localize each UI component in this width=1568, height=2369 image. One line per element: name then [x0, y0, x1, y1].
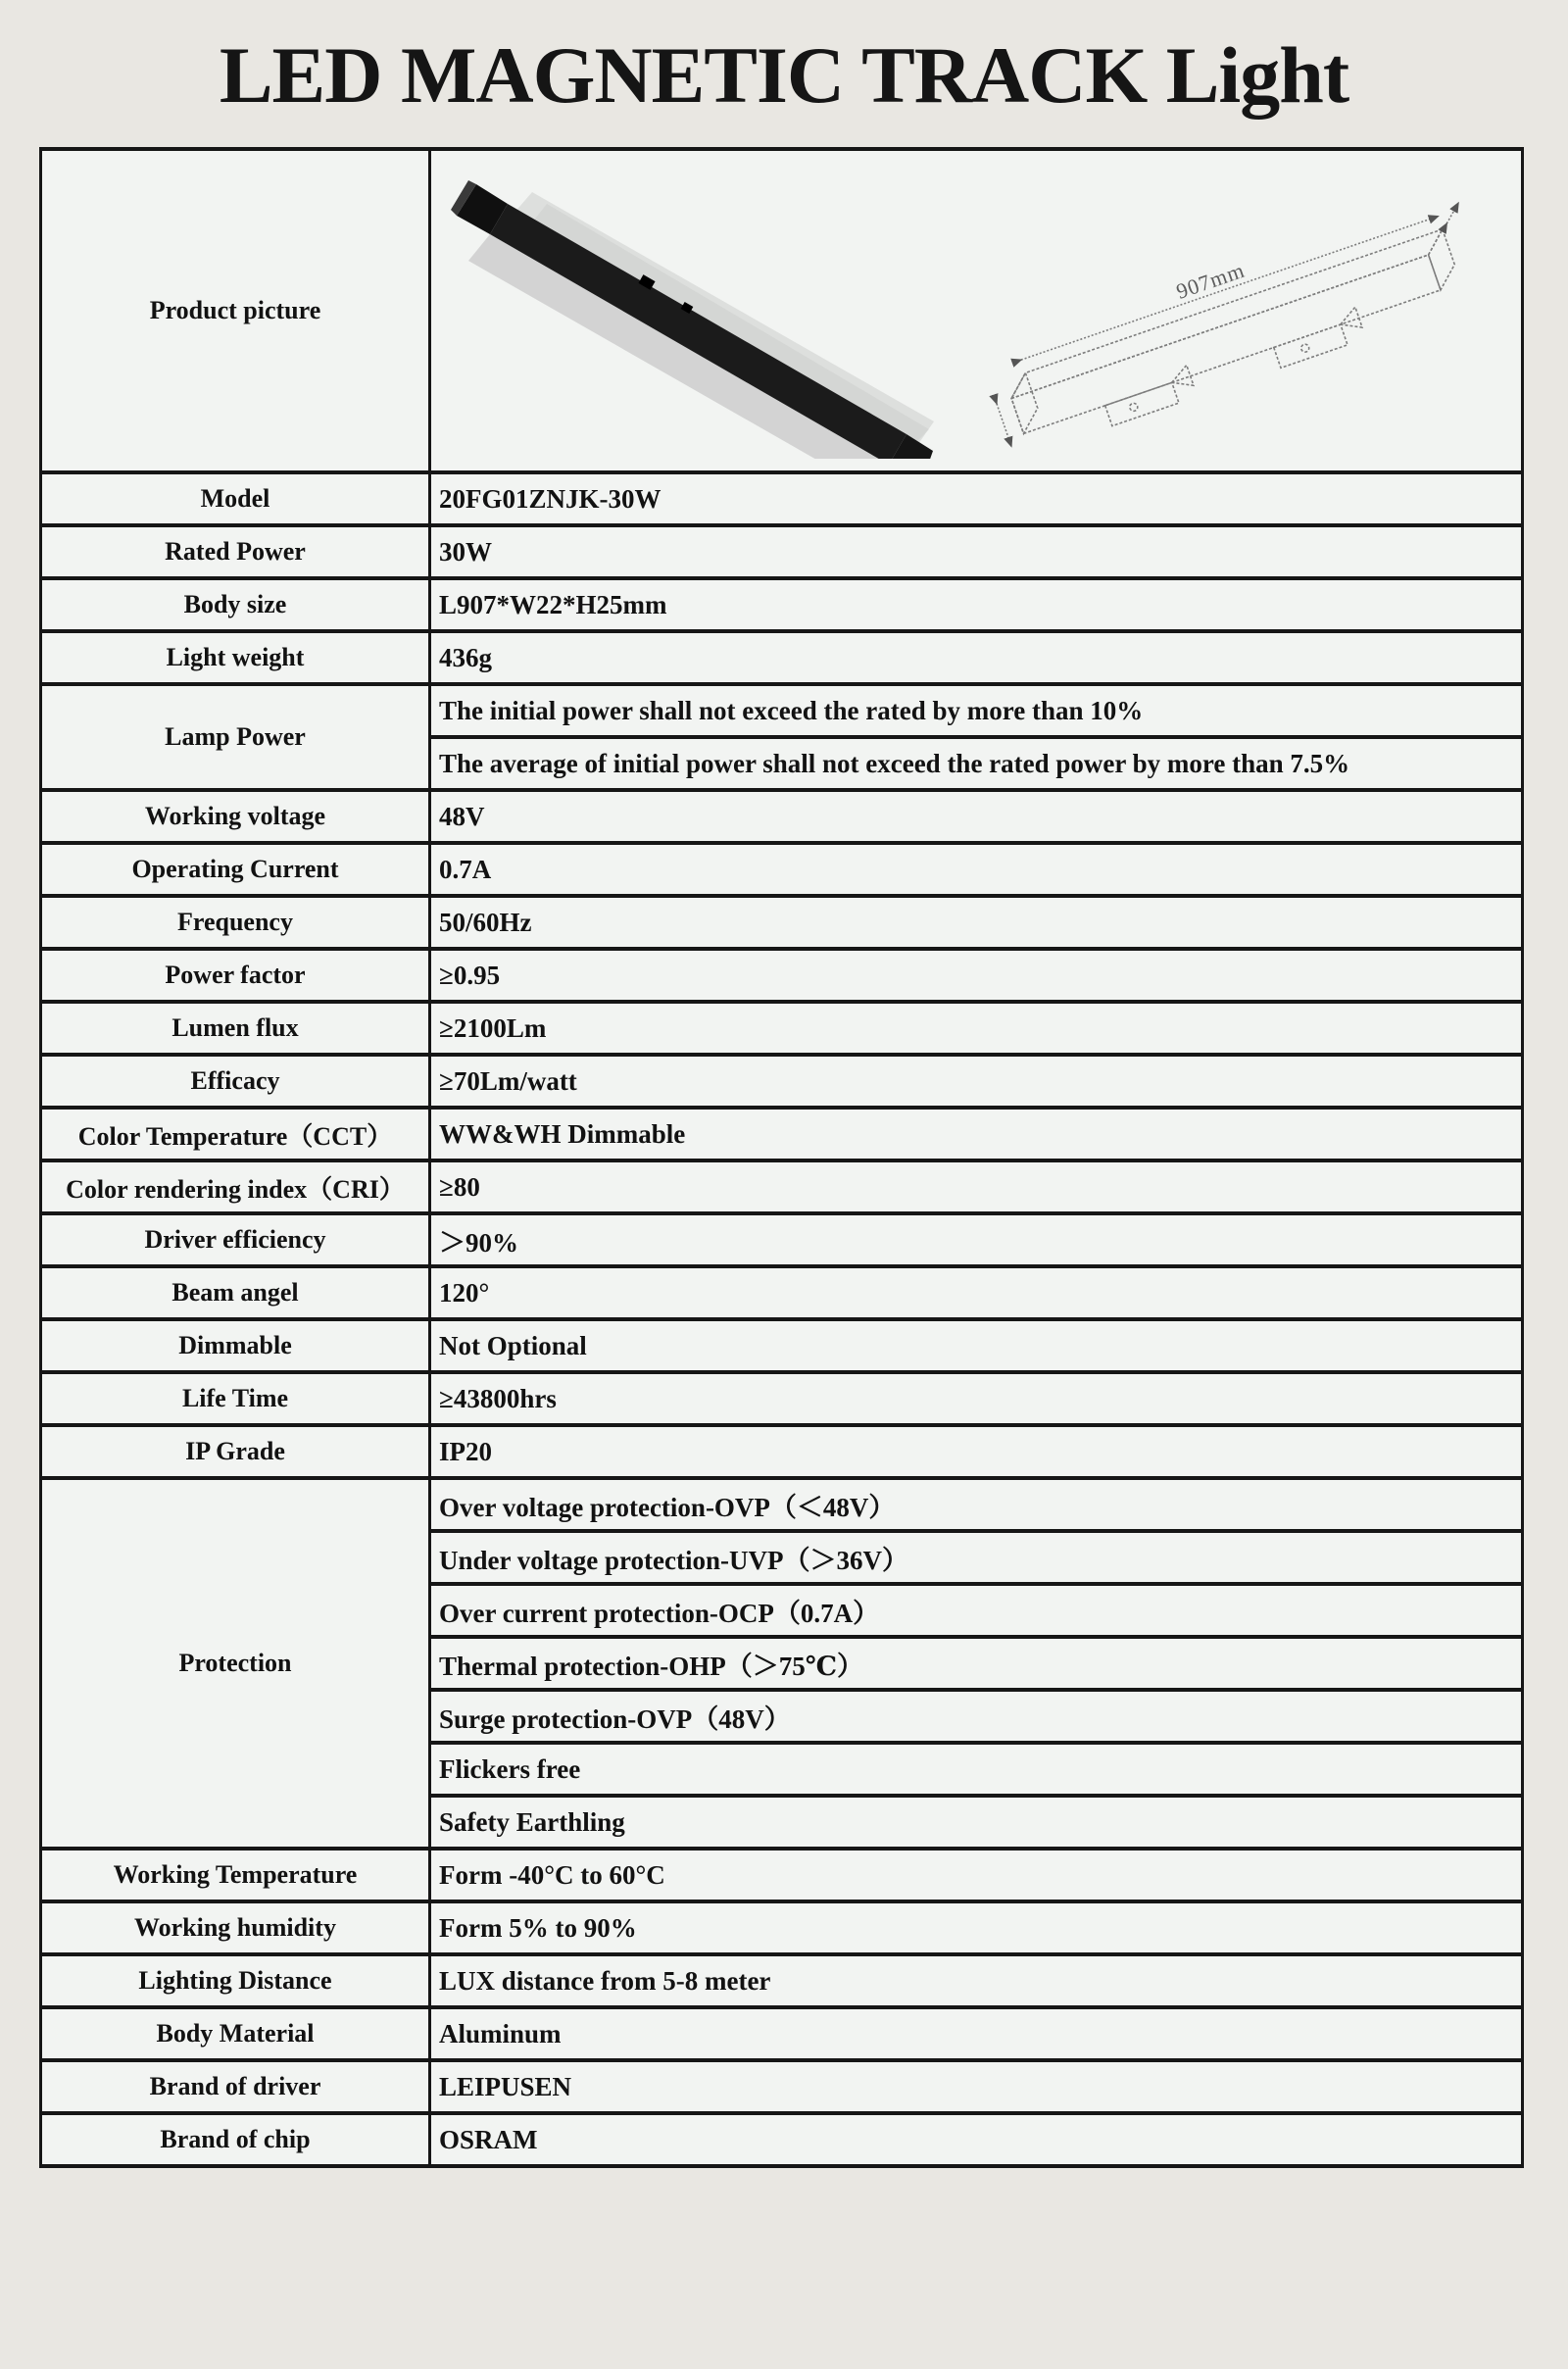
row-label: Brand of chip [41, 2113, 430, 2166]
dimension-label: 907mm [1172, 257, 1249, 304]
row-label: IP Grade [41, 1425, 430, 1478]
row-label: Lumen flux [41, 1002, 430, 1055]
row-value: The initial power shall not exceed the rated by more than 10% [430, 684, 1523, 737]
table-row [41, 1372, 1523, 1425]
row-value: 30W [430, 525, 1523, 578]
row-label: Body Material [41, 2007, 430, 2060]
row-value: ≥0.95 [430, 949, 1523, 1002]
row-label: Life Time [41, 1372, 430, 1425]
row-value: LUX distance from 5-8 meter [430, 1954, 1523, 2007]
row-label: Working voltage [41, 790, 430, 843]
row-value: 0.7A [430, 843, 1523, 896]
row-value: The average of initial power shall not exceed the rated power by more than 7.5% [430, 737, 1523, 790]
row-label: Lighting Distance [41, 1954, 430, 2007]
row-value: Safety Earthling [430, 1796, 1523, 1849]
row-label: Power factor [41, 949, 430, 1002]
table-row [41, 2060, 1523, 2113]
row-value: L907*W22*H25mm [430, 578, 1523, 631]
table-row [41, 1425, 1523, 1478]
row-value: 50/60Hz [430, 896, 1523, 949]
row-value: Surge protection-OVP（48V） [430, 1690, 1523, 1743]
table-row [41, 1213, 1523, 1266]
row-label: Efficacy [41, 1055, 430, 1108]
table-row [41, 896, 1523, 949]
table-row [41, 578, 1523, 631]
table-row [41, 2113, 1523, 2166]
table-row [41, 631, 1523, 684]
row-value: ≥43800hrs [430, 1372, 1523, 1425]
row-label: Color rendering index（CRI） [41, 1160, 430, 1213]
row-label: Working Temperature [41, 1849, 430, 1901]
row-value: Over voltage protection-OVP（＜48V） [430, 1478, 1523, 1531]
row-label: Operating Current [41, 843, 430, 896]
table-row [41, 1849, 1523, 1901]
row-value: Not Optional [430, 1319, 1523, 1372]
row-value: OSRAM [430, 2113, 1523, 2166]
row-label: Working humidity [41, 1901, 430, 1954]
row-value: Aluminum [430, 2007, 1523, 2060]
row-value: Under voltage protection-UVP（＞36V） [430, 1531, 1523, 1584]
table-row [41, 1108, 1523, 1160]
row-label: Lamp Power [41, 684, 430, 790]
row-label: Beam angel [41, 1266, 430, 1319]
table-row [41, 1160, 1523, 1213]
row-value: ≥70Lm/watt [430, 1055, 1523, 1108]
table-row [41, 684, 1523, 737]
row-label: Color Temperature（CCT） [41, 1108, 430, 1160]
table-row [41, 843, 1523, 896]
table-row [41, 1319, 1523, 1372]
table-row [41, 149, 1523, 472]
row-value: Thermal protection-OHP（＞75℃） [430, 1637, 1523, 1690]
row-value: Over current protection-OCP（0.7A） [430, 1584, 1523, 1637]
table-row [41, 2007, 1523, 2060]
row-label: Model [41, 472, 430, 525]
row-value: 20FG01ZNJK-30W [430, 472, 1523, 525]
table-row [41, 472, 1523, 525]
row-label: Body size [41, 578, 430, 631]
row-value: Form 5% to 90% [430, 1901, 1523, 1954]
spec-table [39, 147, 1524, 2168]
table-row [41, 1055, 1523, 1108]
row-label: Brand of driver [41, 2060, 430, 2113]
row-label: Light weight [41, 631, 430, 684]
table-row [41, 1901, 1523, 1954]
table-row [41, 790, 1523, 843]
table-row [41, 1478, 1523, 1531]
table-row [41, 1266, 1523, 1319]
table-row [41, 949, 1523, 1002]
row-label: Protection [41, 1478, 430, 1849]
table-row [41, 1002, 1523, 1055]
row-label: Product picture [41, 149, 430, 472]
row-value: ≥2100Lm [430, 1002, 1523, 1055]
row-value: LEIPUSEN [430, 2060, 1523, 2113]
row-value: WW&WH Dimmable [430, 1108, 1523, 1160]
page-title: LED MAGNETIC TRACK Light [219, 30, 1349, 120]
row-value: 48V [430, 790, 1523, 843]
row-value: Flickers free [430, 1743, 1523, 1796]
table-row [41, 1954, 1523, 2007]
row-label: Frequency [41, 896, 430, 949]
row-value: IP20 [430, 1425, 1523, 1478]
row-value: Form -40°C to 60°C [430, 1849, 1523, 1901]
product-picture-cell [430, 149, 1523, 472]
row-value: 120° [430, 1266, 1523, 1319]
row-value: ≥80 [430, 1160, 1523, 1213]
row-value: 436g [430, 631, 1523, 684]
track-light-photo [439, 165, 973, 459]
dimension-line-drawing [975, 171, 1524, 465]
row-label: Dimmable [41, 1319, 430, 1372]
row-label: Rated Power [41, 525, 430, 578]
row-value: ＞90% [430, 1213, 1523, 1266]
row-label: Driver efficiency [41, 1213, 430, 1266]
table-row [41, 525, 1523, 578]
